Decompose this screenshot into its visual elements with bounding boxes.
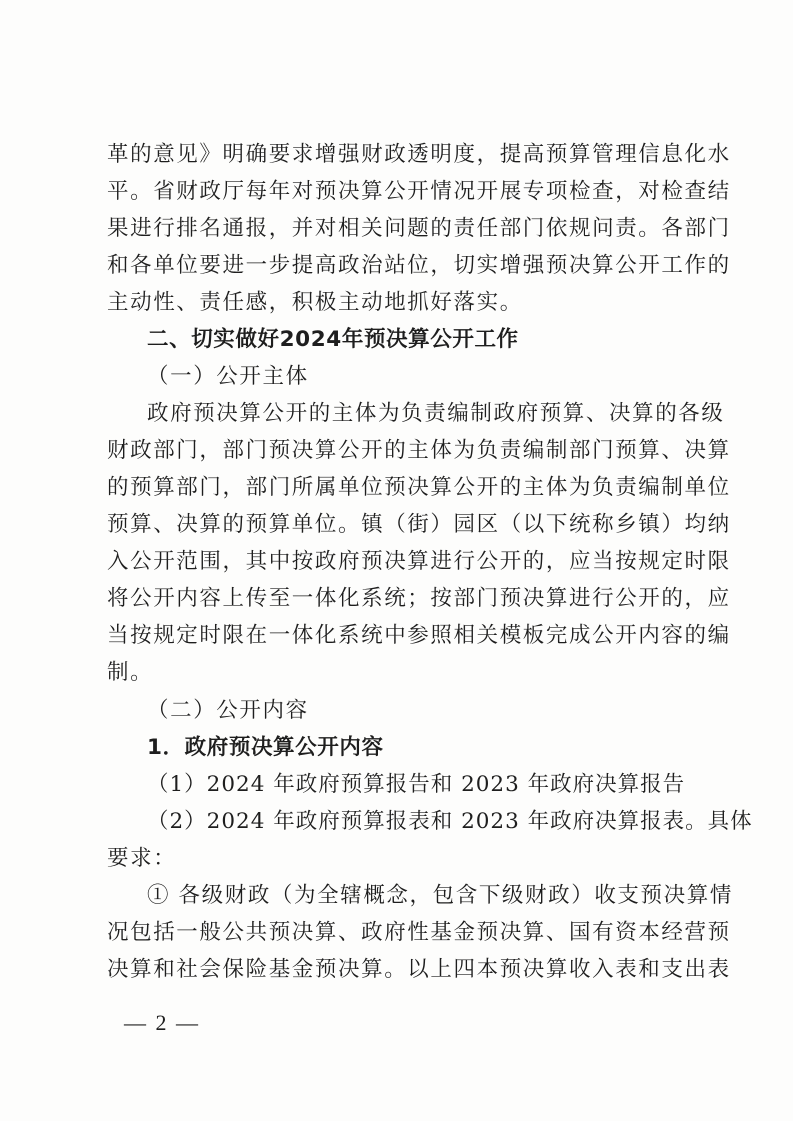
body-line: 预算、决算的预算单位。镇（街）园区（以下统称乡镇）均纳 bbox=[107, 512, 731, 537]
body-line: 况包括一般公共预决算、政府性基金预决算、国有资本经营预 bbox=[107, 920, 731, 945]
body-line: 财政部门，部门预决算公开的主体为负责编制部门预算、决算 bbox=[107, 438, 731, 463]
item-heading: 1．政府预决算公开内容 bbox=[147, 735, 384, 760]
body-line: 的预算部门，部门所属单位预决算公开的主体为负责编制单位 bbox=[107, 475, 731, 500]
body-line: 要求： bbox=[107, 846, 177, 871]
body-line: 入公开范围，其中按政府预决算进行公开的，应当按规定时限 bbox=[107, 549, 731, 574]
body-line: 决算和社会保险基金预决算。以上四本预决算收入表和支出表 bbox=[107, 957, 731, 982]
body-line: 当按规定时限在一体化系统中参照相关模板完成公开内容的编 bbox=[107, 623, 731, 648]
body-line: 将公开内容上传至一体化系统；按部门预决算进行公开的，应 bbox=[107, 586, 731, 611]
section-heading: 二、切实做好2024年预决算公开工作 bbox=[147, 327, 519, 352]
body-line: 果进行排名通报，并对相关问题的责任部门依规问责。各部门 bbox=[107, 216, 731, 241]
body-line: 和各单位要进一步提高政治站位，切实增强预决算公开工作的 bbox=[107, 253, 731, 278]
list-item: （2）2024 年政府预算报表和 2023 年政府决算报表。具体 bbox=[147, 809, 753, 834]
subsection-heading: （一）公开主体 bbox=[147, 364, 309, 389]
list-item: （1）2024 年政府预算报告和 2023 年政府决算报告 bbox=[147, 772, 686, 797]
page-number: — 2 — bbox=[124, 1010, 200, 1035]
body-line: ① 各级财政（为全辖概念，包含下级财政）收支预决算情 bbox=[147, 883, 733, 908]
body-line: 政府预决算公开的主体为负责编制政府预算、决算的各级 bbox=[147, 401, 725, 426]
subsection-heading: （二）公开内容 bbox=[147, 698, 309, 723]
body-line: 平。省财政厅每年对预决算公开情况开展专项检查，对检查结 bbox=[107, 179, 731, 204]
body-line: 革的意见》明确要求增强财政透明度，提高预算管理信息化水 bbox=[107, 142, 731, 167]
body-line: 制。 bbox=[107, 660, 154, 685]
body-line: 主动性、责任感，积极主动地抓好落实。 bbox=[107, 290, 523, 315]
